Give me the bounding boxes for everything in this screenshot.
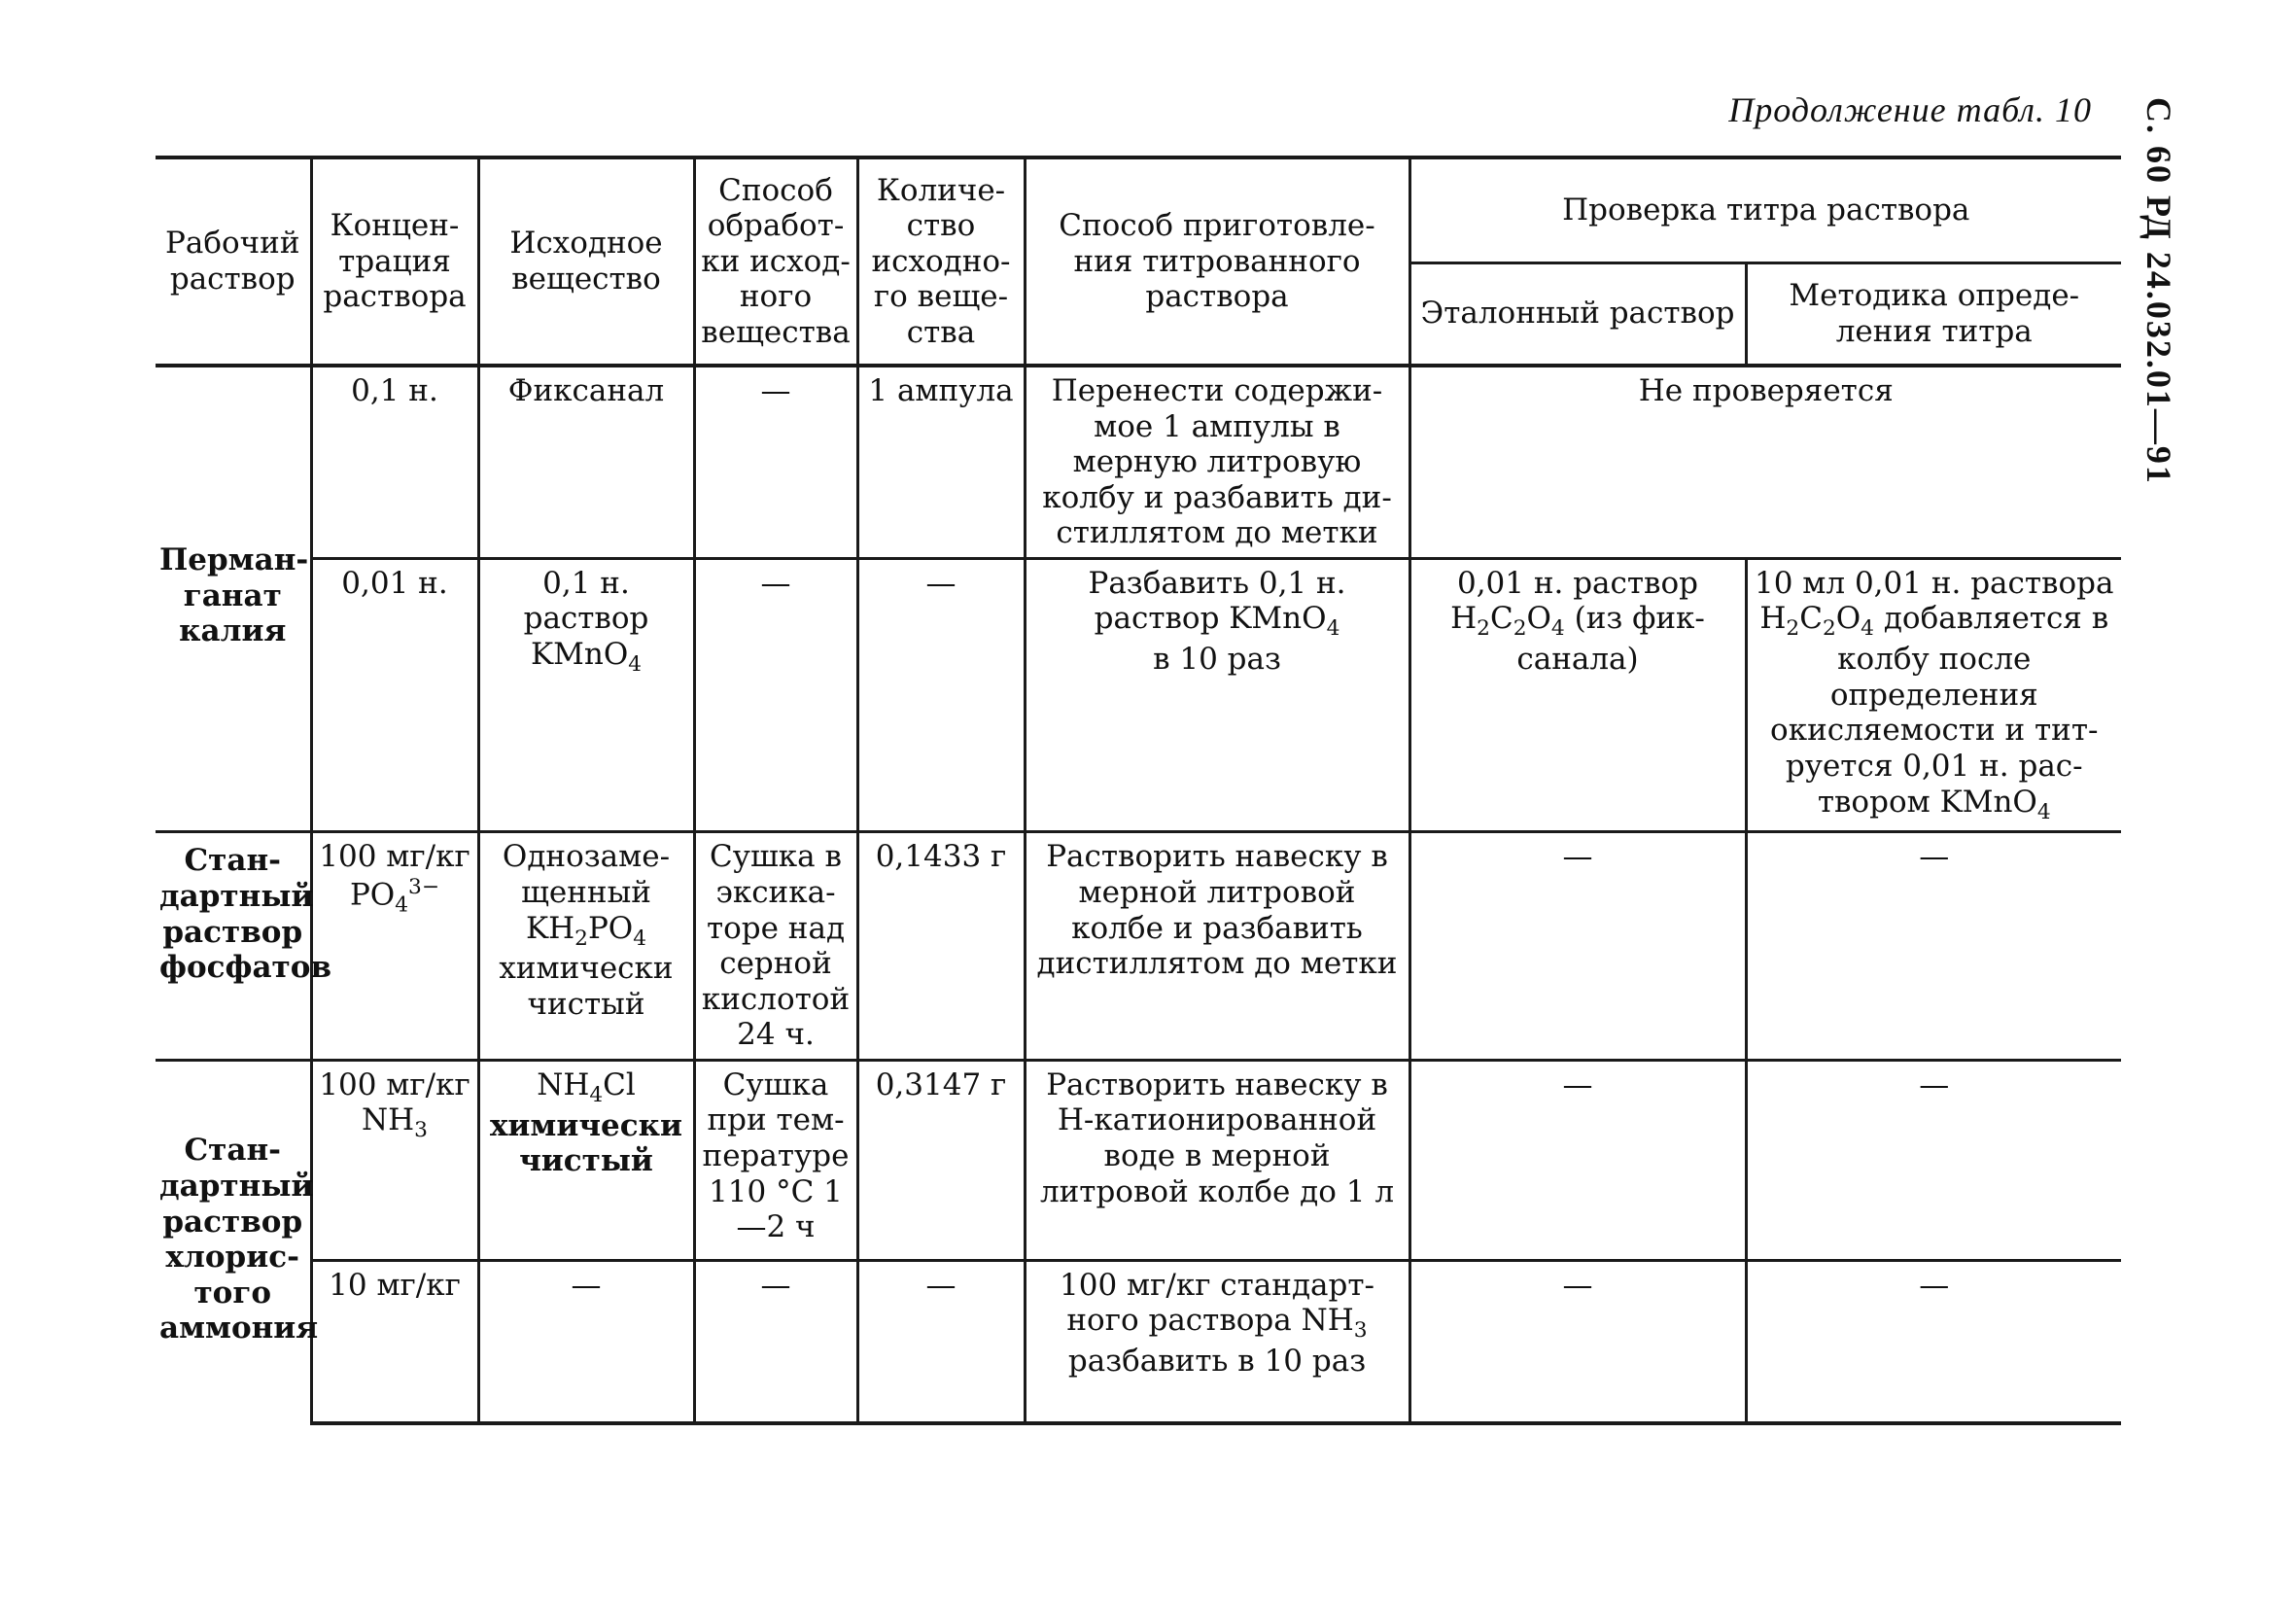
cell-amount: 0,1433 г <box>857 832 1025 1060</box>
preparation-text-tail: в 10 раз <box>1153 642 1281 678</box>
substance-text: Однозаме-щенный KH <box>502 839 671 946</box>
substance-text: 0,1 н. раствор <box>523 565 649 637</box>
cell-not-checked: Не проверяется <box>1409 366 2121 558</box>
cell-substance <box>478 1060 694 1260</box>
cell-titer-method <box>1746 558 2121 831</box>
cell-concentration <box>311 1060 478 1260</box>
formula-subscript: 2 <box>1513 616 1527 642</box>
formula-superscript: 3− <box>408 874 440 899</box>
cell-concentration: 0,1 н. <box>311 366 478 558</box>
formula-subscript: 4 <box>2036 799 2051 824</box>
header-substance-amount: Количе-ство исходно-го веще-ства <box>857 157 1025 366</box>
substance-formula-tail: Cl <box>603 1066 636 1102</box>
cell-titer-method: — <box>1746 1260 2121 1423</box>
cell-reference-solution <box>1409 558 1746 831</box>
cell-treatment: — <box>694 558 857 831</box>
substance-formula: KMnO <box>530 637 629 673</box>
preparation-text: 100 мг/кг стандарт-ного раствора NH <box>1060 1267 1374 1339</box>
row-name-ammonium-chloride: Стан-дартный раствор хлорис-того аммония <box>156 1060 311 1423</box>
formula-subscript: 3 <box>414 1118 428 1143</box>
titrant-solutions-table <box>156 156 2121 1425</box>
cell-preparation <box>1025 558 1409 831</box>
header-preparation-method: Способ приготовле-ния титрованного раствора <box>1025 157 1409 366</box>
cell-preparation <box>1025 1260 1409 1423</box>
formula-subscript: 3 <box>1353 1318 1368 1344</box>
concentration-formula: NH <box>362 1102 415 1138</box>
substance-formula: PO <box>587 910 634 946</box>
reference-text: 0,01 н. раствор <box>1456 565 1699 601</box>
table-row <box>156 1260 2121 1423</box>
formula-subscript: 4 <box>589 1083 604 1108</box>
formula-subscript: 4 <box>1861 616 1874 642</box>
cell-preparation: Растворить навеску в мерной литровой колбе и разбавить дистиллятом до метки <box>1025 832 1409 1060</box>
row-name-phosphate: Стан-дартный раствор фосфатов <box>156 832 311 1060</box>
reference-text-tail: (из фик-санала) <box>1516 601 1705 678</box>
cell-amount: 1 ампула <box>857 366 1025 558</box>
formula-subscript: 4 <box>395 892 409 918</box>
method-text: 10 мл 0,01 н. раствора H <box>1755 565 2114 637</box>
cell-substance <box>478 558 694 831</box>
cell-treatment: Сушка при тем-пературе 110 °С 1—2 ч <box>694 1060 857 1260</box>
table-row <box>156 558 2121 831</box>
cell-preparation: Перенести содержи-мое 1 ампулы в мерную литровую колбу и разбавить ди-стиллятом до метки <box>1025 366 1409 558</box>
cell-concentration <box>311 832 478 1060</box>
cell-concentration: 0,01 н. <box>311 558 478 831</box>
formula-subscript: 2 <box>1786 616 1800 642</box>
cell-preparation: Растворить навеску в Н-катионированной воде в мерной литровой колбе до 1 л <box>1025 1060 1409 1260</box>
concentration-text: 100 мг/кг <box>319 839 470 875</box>
table-row <box>156 366 2121 558</box>
header-working-solution: Рабочий раствор <box>156 157 311 366</box>
cell-reference-solution: — <box>1409 832 1746 1060</box>
header-titer-method: Методика опреде-ления титра <box>1746 262 2121 366</box>
method-formula-o: O <box>1835 601 1861 637</box>
cell-treatment: — <box>694 1260 857 1423</box>
cell-reference-solution: — <box>1409 1260 1746 1423</box>
formula-subscript: 4 <box>1326 616 1340 642</box>
table-header <box>156 157 2121 366</box>
formula-subscript: 4 <box>633 926 647 951</box>
cell-substance: — <box>478 1260 694 1423</box>
cell-amount: — <box>857 558 1025 831</box>
header-concentration: Концен-трация раствора <box>311 157 478 366</box>
formula-subscript: 2 <box>574 926 588 951</box>
formula-subscript: 2 <box>1822 616 1836 642</box>
method-text-tail: добавляется в колбу после определения окисляемости и тит-руется 0,01 н. рас-твором KMnO <box>1770 601 2109 820</box>
substance-text-tail: химически чистый <box>499 951 674 1022</box>
header-reference-solution: Эталонный раствор <box>1409 262 1746 366</box>
cell-reference-solution: — <box>1409 1060 1746 1260</box>
cell-titer-method: — <box>1746 832 2121 1060</box>
cell-amount: 0,3147 г <box>857 1060 1025 1260</box>
formula-subscript: 2 <box>1477 616 1490 642</box>
cell-treatment: — <box>694 366 857 558</box>
row-name-permanganate: Перман-ганат калия <box>156 366 311 832</box>
page-side-stamp: С. 60 РД 24.032.01—91 <box>2139 97 2178 485</box>
header-treatment-method: Способ обработ-ки исход-ного вещества <box>694 157 857 366</box>
substance-formula: NH <box>537 1066 590 1102</box>
cell-concentration: 10 мг/кг <box>311 1260 478 1423</box>
reference-formula-o: O <box>1526 601 1551 637</box>
formula-subscript: 4 <box>628 652 643 678</box>
table-continuation-caption: Продолжение табл. 10 <box>1728 90 2092 129</box>
method-formula-c: C <box>1799 601 1823 637</box>
table-row <box>156 1060 2121 1260</box>
header-source-substance: Исходное вещество <box>478 157 694 366</box>
cell-substance <box>478 832 694 1060</box>
reference-formula-h: H <box>1450 601 1478 637</box>
reference-formula-c: C <box>1489 601 1513 637</box>
preparation-text-tail: разбавить в 10 раз <box>1067 1344 1367 1380</box>
substance-text: химически чистый <box>489 1107 683 1179</box>
header-titer-check-group: Проверка титра раствора <box>1409 157 2121 262</box>
cell-titer-method: — <box>1746 1060 2121 1260</box>
preparation-text: Разбавить 0,1 н. раствор KMnO <box>1088 565 1346 637</box>
formula-subscript: 4 <box>1550 616 1565 642</box>
cell-amount: — <box>857 1260 1025 1423</box>
concentration-formula: PO <box>349 877 396 913</box>
cell-treatment: Сушка в эксика-торе над серной кислотой 24 ч. <box>694 832 857 1060</box>
table-row <box>156 832 2121 1060</box>
cell-substance: Фиксанал <box>478 366 694 558</box>
concentration-text: 100 мг/кг <box>319 1066 470 1102</box>
